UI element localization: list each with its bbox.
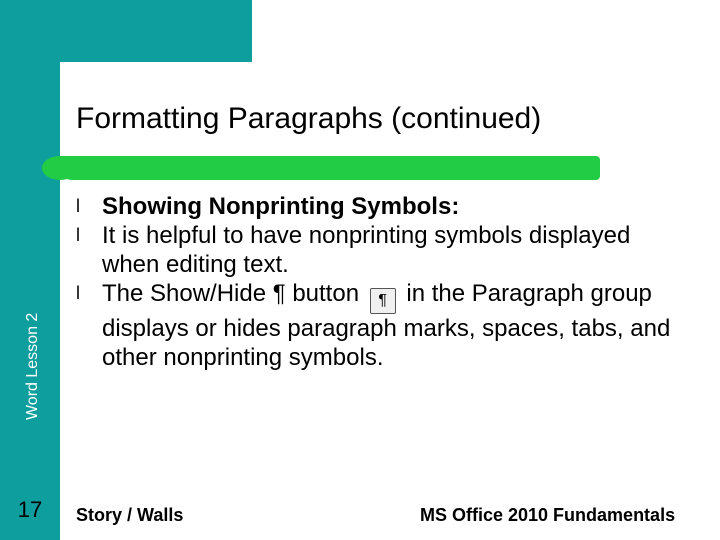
green-title-rule	[60, 156, 600, 180]
footer-course-title: MS Office 2010 Fundamentals	[420, 505, 676, 525]
list-item	[76, 279, 676, 372]
slide-title: Formatting Paragraphs (continued)	[76, 102, 542, 135]
bullet-icon: l	[76, 283, 80, 303]
slide-number: 17	[17, 497, 43, 522]
teal-side-band	[0, 0, 60, 540]
bullet-text: It is helpful to have nonprinting symbols displayed when editing text.	[102, 222, 631, 278]
list-item	[76, 192, 676, 221]
bullet-list	[76, 192, 676, 372]
list-item	[76, 221, 676, 279]
bullet-text-start: The Show/Hide ¶ button	[102, 280, 360, 307]
bullet-icon: l	[76, 196, 80, 216]
bullet-icon: l	[76, 225, 80, 245]
bullet-heading: Showing Nonprinting Symbols:	[102, 193, 460, 220]
footer-authors: Story / Walls	[76, 505, 184, 525]
lesson-label: Word Lesson 2	[24, 312, 41, 420]
show-hide-pilcrow-icon: ¶	[370, 288, 396, 314]
bullet-text-end: in the Paragraph group displays or hides paragraph marks, spaces, tabs, and other nonprinting symbols.	[102, 280, 671, 371]
